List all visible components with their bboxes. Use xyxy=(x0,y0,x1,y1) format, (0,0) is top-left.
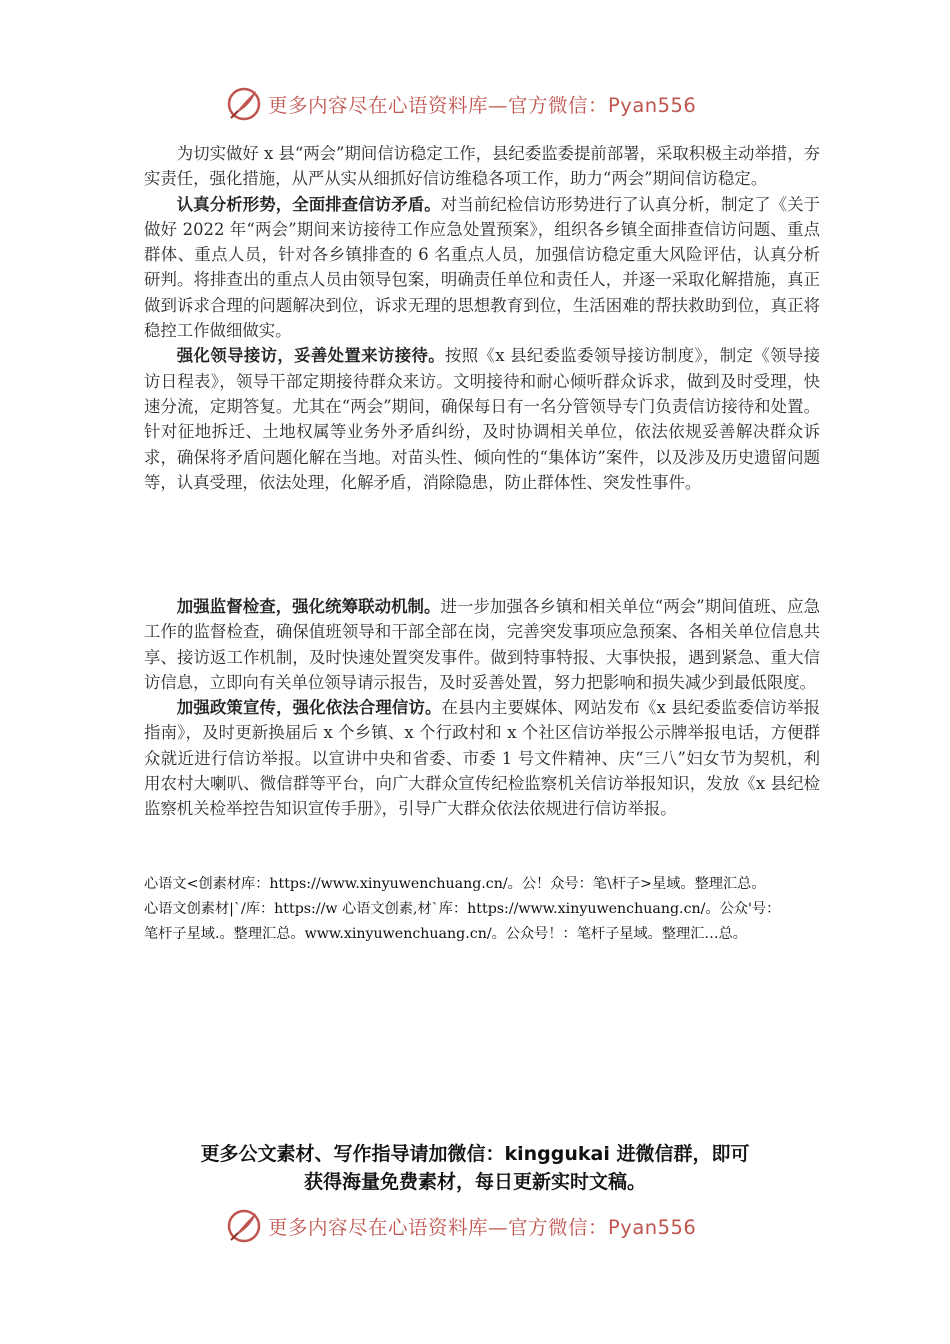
section-paragraph xyxy=(144,695,820,821)
quill-logo-icon xyxy=(226,86,262,122)
section-body: 对当前纪检信访形势进行了认真分析，制定了《关于做好 2022 年“两会”期间来访接待工作应急处置预案》，组织各乡镇全面排查信访问题、重点群体、重点人员，针对各乡镇排查的 6 名重点人员，加强信访稳定重大风险评估，认真分析研判。将排查出的重点人员由领导包案，明确责任单位和责任人，并逐一采取化解措施，真正做到诉求合理的问题解决到位，诉求无理的思想教育到位，生活困难的帮扶救助到位，真正将稳控工作做细做实。 xyxy=(144,194,820,341)
article-block-1 xyxy=(144,141,820,495)
section-heading: 认真分析形势，全面排查信访矛盾。 xyxy=(176,194,441,214)
source-line: 心语文创素材|`/库：https://w 心语文创素,材`库：https://www.xinyuwenchuang.cn/。公众'号： xyxy=(144,901,781,917)
header-banner xyxy=(226,84,746,124)
section-body: 在县内主要媒体、网站发布《x 县纪委监委信访举报指南》，及时更新换届后 x 个乡镇、x 个行政村和 x 个社区信访举报公示牌举报电话，方便群众就近进行信访举报。以宣讲中央和省委、市委 1 号文件精神、庆“三八”妇女节为契机，利用农村大喇叭、微信群等平台，向广大群众宣传纪检监察机关信访举报知识，发放《x 县纪检监察机关检举控告知识宣传手册》，引导广大群众依法依规进行信访举报。 xyxy=(144,698,821,819)
banner-text: 更多内容尽在心语资料库—官方微信：Pyan556 xyxy=(268,94,697,117)
source-watermark-lines xyxy=(144,872,834,947)
section-body: 按照《x 县纪委监委领导接访制度》，制定《领导接访日程表》，领导干部定期接待群众来访。文明接待和耐心倾听群众诉求，做到及时受理，快速分流，定期答复。尤其在“两会”期间，确保每日有一名分管领导专门负责信访接待和处置。针对征地拆迁、土地权属等业务外矛盾纠纷，及时协调相关单位，依法依规妥善解决群众诉求，确保将矛盾问题化解在当地。对苗头性、倾向性的“集体访”案件，以及涉及历史遗留问题等，认真受理，依法处理，化解矛盾，消除隐患，防止群体性、突发性事件。 xyxy=(144,346,820,492)
section-heading: 加强监督检查，强化统筹联动机制。 xyxy=(176,597,441,616)
section-heading: 加强政策宣传，强化依法合理信访。 xyxy=(176,698,442,718)
footer-banner xyxy=(226,1206,746,1246)
promo-line-1: 更多公文素材、写作指导请加微信：kinggukai 进微信群，即可 xyxy=(200,1143,750,1165)
source-line: 心语文<创素材库：https://www.xinyuwenchuang.cn/。公！众号：笔\杆子>星域。整理汇总。 xyxy=(144,876,766,892)
section-paragraph xyxy=(144,192,820,344)
section-paragraph xyxy=(144,594,820,695)
banner-text: 更多内容尽在心语资料库—官方微信：Pyan556 xyxy=(268,1216,697,1239)
section-heading: 强化领导接访，妥善处置来访接待。 xyxy=(176,346,445,366)
quill-logo-icon xyxy=(226,1208,262,1244)
intro-paragraph: 为切实做好 x 县“两会”期间信访稳定工作，县纪委监委提前部署，采取积极主动举措，夯实责任，强化措施，从严从实从细抓好信访维稳各项工作，助力“两会”期间信访稳定。 xyxy=(144,144,820,189)
article-block-2 xyxy=(144,594,820,822)
section-paragraph xyxy=(144,343,820,495)
promo-line-2: 获得海量免费素材，每日更新实时文稿。 xyxy=(303,1171,646,1193)
source-line: 笔杆子星域.。整理汇总。www.xinyuwenchuang.cn/。公众号！：笔杆子星域。整理汇…总。 xyxy=(144,926,747,942)
section-body: 进一步加强各乡镇和相关单位“两会”期间值班、应急工作的监督检查，确保值班领导和干部全部在岗，完善突发事项应急预案、各相关单位信息共享、接访返工作机制，及时快速处置突发事件。做到特事特报、大事快报，遇到紧急、重大信访信息，立即向有关单位领导请示报告，及时妥善处置，努力把影响和损失减少到最低限度。 xyxy=(144,597,821,692)
promo-text xyxy=(100,1140,850,1196)
